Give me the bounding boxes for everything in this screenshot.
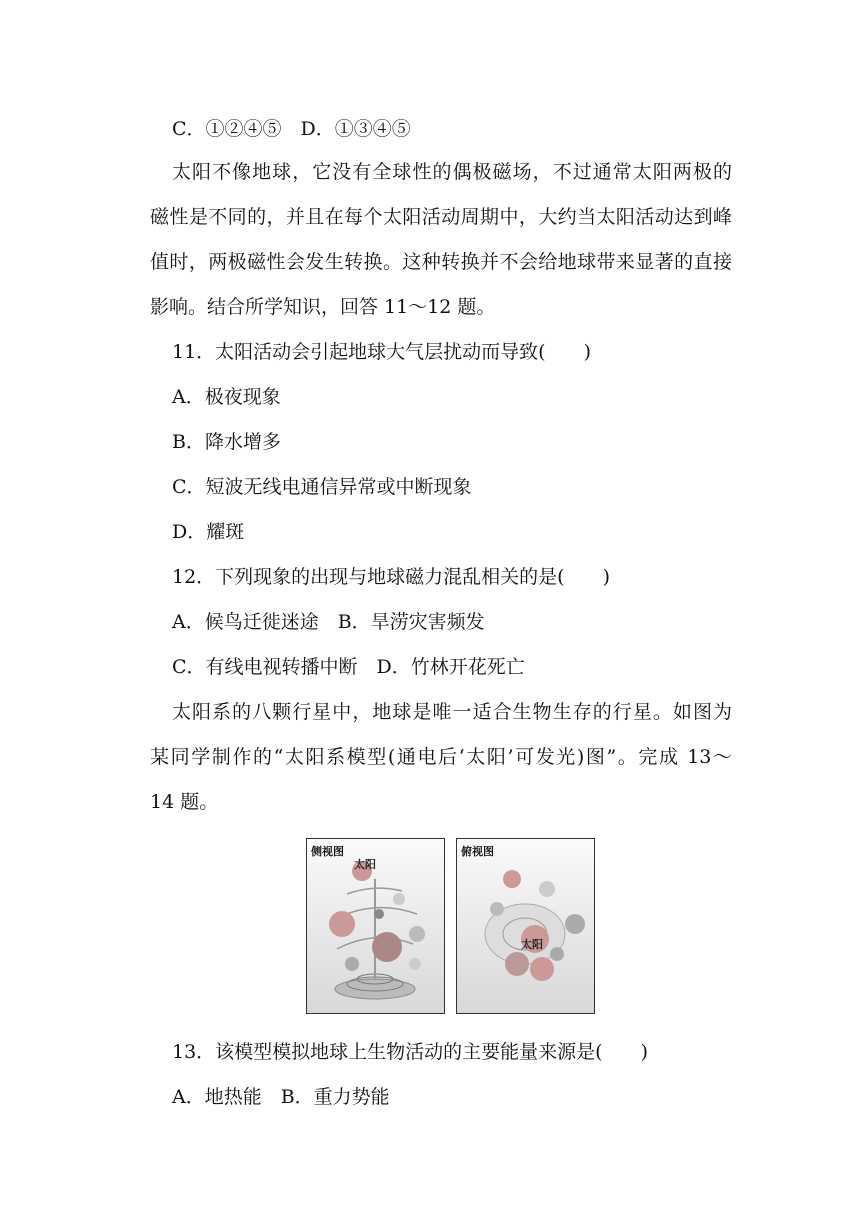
question-11-option-a: A．极夜现象 — [172, 386, 281, 408]
passage-1-line-1: 太阳不像地球，它没有全球性的偶极磁场，不过通常太阳两极的 — [172, 161, 732, 183]
question-12-options-c-d: C．有线电视转播中断 D．竹林开花死亡 — [172, 656, 525, 678]
sun-label-top: 太阳 — [521, 938, 543, 951]
question-11-option-d: D．耀斑 — [172, 521, 245, 543]
question-11-option-c: C．短波无线电通信异常或中断现象 — [172, 476, 472, 498]
question-11: 11．太阳活动会引起地球大气层扰动而导致( ) — [172, 341, 592, 363]
top-view-label: 俯视图 — [461, 845, 494, 858]
passage-2-line-1: 太阳系的八颗行星中，地球是唯一适合生物生存的行星。如图为 — [172, 701, 732, 723]
question-12-options-a-b: A．候鸟迁徙迷途 B．旱涝灾害频发 — [172, 611, 485, 633]
question-12: 12．下列现象的出现与地球磁力混乱相关的是( ) — [172, 566, 611, 588]
question-13: 13．该模型模拟地球上生物活动的主要能量来源是( ) — [172, 1041, 649, 1063]
side-view-panel — [306, 838, 445, 1014]
passage-2-line-3: 14 题。 — [150, 791, 219, 813]
passage-2-line-2: 某同学制作的“太阳系模型(通电后‘太阳’可发光)图”。完成 13～ — [150, 746, 732, 768]
passage-1-line-3: 值时，两极磁性会发生转换。这种转换并不会给地球带来显著的直接 — [150, 251, 732, 273]
top-view-photo — [457, 839, 594, 1013]
passage-1-line-4: 影响。结合所学知识，回答 11～12 题。 — [150, 296, 496, 318]
top-view-panel — [456, 838, 595, 1014]
sun-label-side: 太阳 — [354, 858, 376, 871]
solar-system-model-figure — [306, 838, 594, 1014]
question-13-options-a-b: A．地热能 B．重力势能 — [172, 1086, 390, 1108]
passage-1-line-2: 磁性是不同的，并且在每个太阳活动周期中，大约当太阳活动达到峰 — [150, 206, 732, 228]
side-view-label: 侧视图 — [311, 845, 344, 858]
option-line-c-d: C．①②④⑤ D．①③④⑤ — [172, 118, 411, 140]
question-11-option-b: B．降水增多 — [172, 431, 281, 453]
